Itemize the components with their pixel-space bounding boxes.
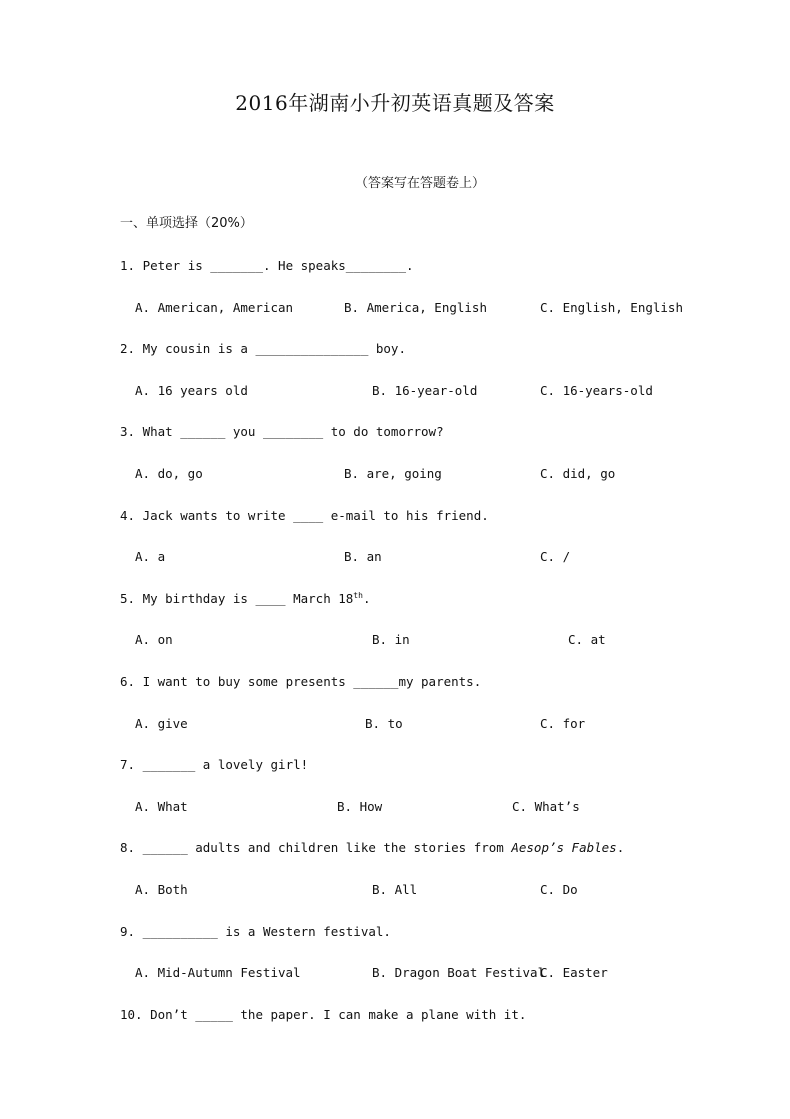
question-1: 1. Peter is _______. He speaks________. (120, 258, 414, 273)
q1-option-a: A. American, American (135, 300, 294, 315)
q8-option-a: A. Both (135, 882, 188, 897)
q5-option-b: B. in (372, 632, 410, 647)
q2-option-b: B. 16-year-old (372, 383, 478, 398)
question-8-end: . (616, 840, 625, 855)
q3-option-a: A. do, go (135, 466, 203, 481)
q1-option-c: C. English, English (540, 300, 683, 315)
question-7: 7. _______ a lovely girl! (120, 757, 309, 772)
question-5-end: . (362, 591, 371, 606)
q8-option-c: C. Do (540, 882, 578, 897)
q9-option-b: B. Dragon Boat Festival (372, 965, 546, 980)
q9-option-c: C. Easter (540, 965, 608, 980)
q5-option-c: C. at (568, 632, 606, 647)
question-2: 2. My cousin is a _______________ boy. (120, 341, 406, 356)
q4-option-c: C. / (540, 549, 571, 564)
q9-option-a: A. Mid-Autumn Festival (135, 965, 301, 980)
page-title: 2016年湖南小升初英语真题及答案 (235, 91, 555, 115)
q7-option-a: A. What (135, 799, 188, 814)
q3-option-b: B. are, going (344, 466, 442, 481)
q6-option-c: C. for (540, 716, 586, 731)
q7-option-c: C. What’s (512, 799, 580, 814)
q4-option-b: B. an (344, 549, 382, 564)
q4-option-a: A. a (135, 549, 166, 564)
question-3: 3. What ______ you ________ to do tomorrow? (120, 424, 444, 439)
question-9: 9. __________ is a Western festival. (120, 924, 391, 939)
ordinal-suffix: th (353, 591, 363, 600)
question-8 (120, 840, 624, 855)
question-4: 4. Jack wants to write ____ e-mail to his friend. (120, 508, 489, 523)
question-5 (120, 591, 370, 606)
q8-option-b: B. All (372, 882, 418, 897)
section-heading: 一、单项选择（20%） (120, 216, 253, 231)
q6-option-b: B. to (365, 716, 403, 731)
q5-option-a: A. on (135, 632, 173, 647)
q2-option-c: C. 16-years-old (540, 383, 653, 398)
instruction-note: （答案写在答题卷上） (354, 176, 485, 191)
book-title: Aesop’s Fables (511, 840, 617, 855)
q1-option-b: B. America, English (344, 300, 487, 315)
q6-option-a: A. give (135, 716, 188, 731)
q3-option-c: C. did, go (540, 466, 616, 481)
q2-option-a: A. 16 years old (135, 383, 248, 398)
question-10: 10. Don’t _____ the paper. I can make a plane with it. (120, 1007, 527, 1022)
q7-option-b: B. How (337, 799, 383, 814)
question-8-text: 8. ______ adults and children like the stories from (120, 840, 512, 855)
question-5-text: 5. My birthday is ____ March 18 (120, 591, 354, 606)
question-6: 6. I want to buy some presents ______my parents. (120, 674, 482, 689)
